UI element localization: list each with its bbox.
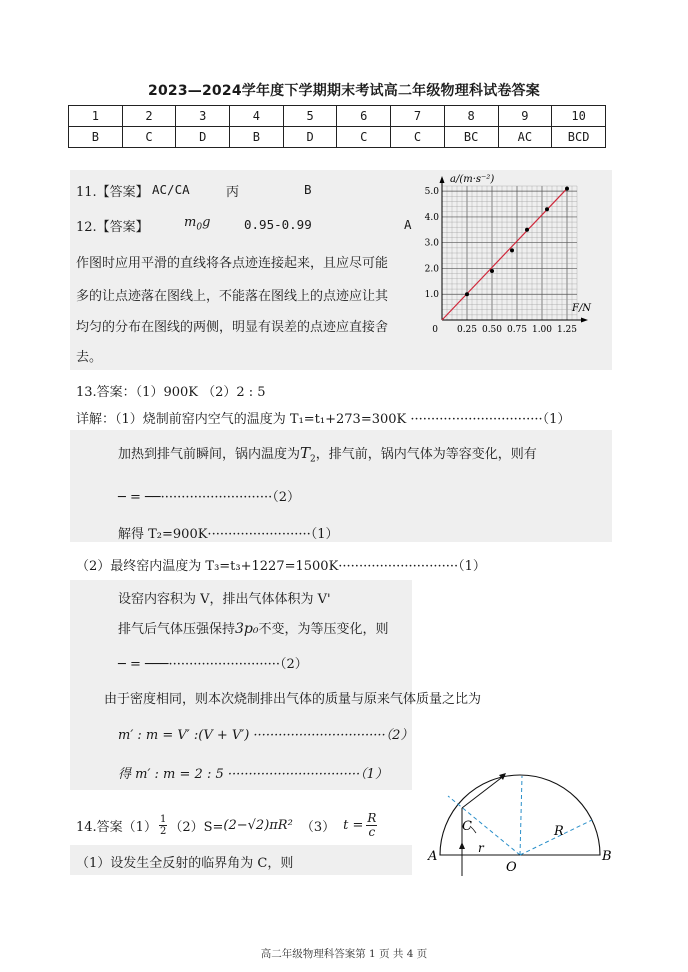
data-point (545, 207, 549, 211)
x-tick-label: 0.25 (456, 325, 478, 335)
table-cell: 3 (176, 106, 230, 127)
origin-label: 0 (432, 325, 438, 335)
q12-explain-line: 均匀的分布在图线的两侧，明显有误差的点迹应直接舍 (76, 320, 389, 335)
q11-answer-1: AC/CA (152, 182, 190, 197)
q14-fraction-1 (159, 814, 167, 837)
q11-answer-3: B (304, 182, 312, 197)
q12-label: 12.【答案】 (76, 220, 149, 235)
incident-ray-arrow (459, 842, 465, 849)
data-point (565, 187, 569, 191)
q12-answer-1 (184, 215, 210, 233)
label-r-big: R (554, 824, 564, 839)
semicircle-diagram (420, 770, 620, 878)
q14-frac1-num: 1 (159, 814, 167, 825)
q12-explain-line: 作图时应用平滑的直线将各点迹连接起来，且应尽可能 (76, 256, 389, 271)
x-tick-label: 1.00 (531, 325, 553, 335)
q14-frac1-den: 2 (159, 826, 167, 837)
q13-var-3p0: 3p₀ (235, 621, 259, 637)
q14-answer-line (76, 812, 377, 839)
table-row-numbers (69, 106, 606, 127)
q14-fraction-2 (366, 812, 377, 839)
table-cell: BC (444, 127, 498, 148)
q13-detail-3: ─ = ──···························（2） (118, 490, 300, 505)
q12-answer-2: 0.95-0.99 (244, 217, 312, 232)
x-axis-arrow (581, 318, 588, 323)
table-cell: D (283, 127, 337, 148)
q12-answer-3: A (404, 217, 412, 232)
q13-detail-8: ─ = ───···························（2） (118, 657, 308, 672)
q13-detail-7 (118, 618, 389, 637)
q14-part2-expr: (2−√2)πR² (223, 818, 293, 833)
q14-part3-lhs: t = (343, 818, 364, 833)
q12-sub-0: 0 (196, 222, 203, 233)
table-cell: 4 (230, 106, 284, 127)
x-tick-label: 0.50 (481, 325, 503, 335)
a-vs-f-graph (412, 170, 592, 335)
table-cell: 6 (337, 106, 391, 127)
y-tick-label: 2.0 (424, 264, 439, 275)
q13-detail-2b: ，排气前，锅内气体为等容变化，则有 (315, 447, 537, 462)
shade-q13-block2 (70, 580, 412, 790)
label-a: A (428, 849, 438, 864)
table-cell: 10 (552, 106, 606, 127)
table-cell: D (176, 127, 230, 148)
q14-part3: （3） (300, 820, 336, 835)
q13-detail-10: m′ : m = V′ :(V + V′) ································（2） (118, 728, 414, 743)
y-tick-label: 3.0 (424, 238, 439, 249)
q13-detail-11: 得 m′ : m = 2 : 5 ································（1） (118, 767, 388, 782)
x-tick-label: 0.75 (506, 325, 528, 335)
label-b: B (602, 849, 612, 864)
q13-detail-6: 设窑内容积为 V，排出气体体积为 V' (118, 592, 331, 607)
q13-detail-2 (118, 443, 537, 465)
exit-ray (462, 775, 505, 808)
table-cell: B (230, 127, 284, 148)
table-cell: C (391, 127, 445, 148)
table-cell: 8 (444, 106, 498, 127)
table-cell: BCD (552, 127, 606, 148)
q12-explain-line: 去。 (76, 350, 103, 365)
q13-answer-line: 13.答案：（1）900K （2）2 : 5 (76, 385, 266, 400)
table-row-answers (69, 127, 606, 148)
answer-table (68, 105, 606, 148)
x-axis-label: F/N (572, 303, 592, 314)
y-tick-label: 1.0 (424, 290, 439, 301)
table-cell: 2 (122, 106, 176, 127)
q11-answer-2: 丙 (226, 185, 240, 200)
table-cell: 5 (283, 106, 337, 127)
x-tick-labels (457, 325, 577, 335)
table-cell: 9 (498, 106, 552, 127)
normal-line-dashed (448, 796, 520, 855)
q14-frac2-den: c (368, 825, 376, 839)
label-o: O (506, 860, 517, 875)
q13-detail-7b: 不变，为等压变化，则 (258, 622, 389, 637)
table-cell: B (69, 127, 123, 148)
q12-var-g: g (202, 215, 211, 230)
data-point (490, 269, 494, 273)
q12-var-m: m (184, 215, 197, 230)
page-footer: 高二年级物理科答案第 1 页 共 4 页 (260, 948, 428, 960)
data-point (465, 292, 469, 296)
y-tick-label: 4.0 (424, 212, 439, 223)
q11-label: 11.【答案】 (76, 185, 149, 200)
q14-part2: （2）S= (169, 820, 224, 835)
q13-detail-2a: 加热到排气前瞬间，锅内温度为 (118, 447, 301, 462)
y-axis-label: a/(m·s⁻²) (450, 174, 495, 185)
q13-sub-2: 2 (310, 454, 316, 465)
q14-prefix: 14.答案（1） (76, 820, 157, 835)
table-cell: C (122, 127, 176, 148)
label-r-small: r (478, 841, 484, 855)
table-cell: C (337, 127, 391, 148)
q13-detail-9: 由于密度相同，则本次烧制排出气体的质量与原来气体质量之比为 (104, 692, 482, 707)
q13-detail-7a: 排气后气体压强保持 (118, 622, 236, 637)
table-cell: AC (498, 127, 552, 148)
data-point (510, 248, 514, 252)
x-tick-label: 1.25 (556, 325, 578, 335)
data-point (525, 228, 529, 232)
q12-explain-line: 多的让点迹落在图线上，不能落在图线上的点迹应让其 (76, 289, 389, 304)
table-cell: 7 (391, 106, 445, 127)
y-tick-label: 5.0 (424, 187, 439, 198)
q14-frac2-num: R (367, 811, 377, 825)
semicircle-outline (440, 775, 600, 855)
page-title: 2023—2024学年度下学期期末考试高二年级物理科试卷答案 (148, 83, 540, 99)
q13-detail-1: 详解：（1）烧制前窑内空气的温度为 T₁=t₁+273=300K ································（1） (76, 412, 571, 427)
label-c: C (462, 819, 472, 834)
q13-detail-4: 解得 T₂=900K·························（1） (118, 527, 339, 542)
q13-detail-5: （2）最终窑内温度为 T₃=t₃+1227=1500K·····························（1） (76, 559, 486, 574)
q14-detail-1: （1）设发生全反射的临界角为 C，则 (76, 856, 294, 871)
table-cell: 1 (69, 106, 123, 127)
q13-var-t: T (300, 444, 311, 462)
vertical-radius-dashed (520, 776, 522, 855)
graph-grid (442, 186, 577, 320)
y-axis-arrow (440, 176, 445, 183)
y-tick-labels (425, 187, 440, 300)
